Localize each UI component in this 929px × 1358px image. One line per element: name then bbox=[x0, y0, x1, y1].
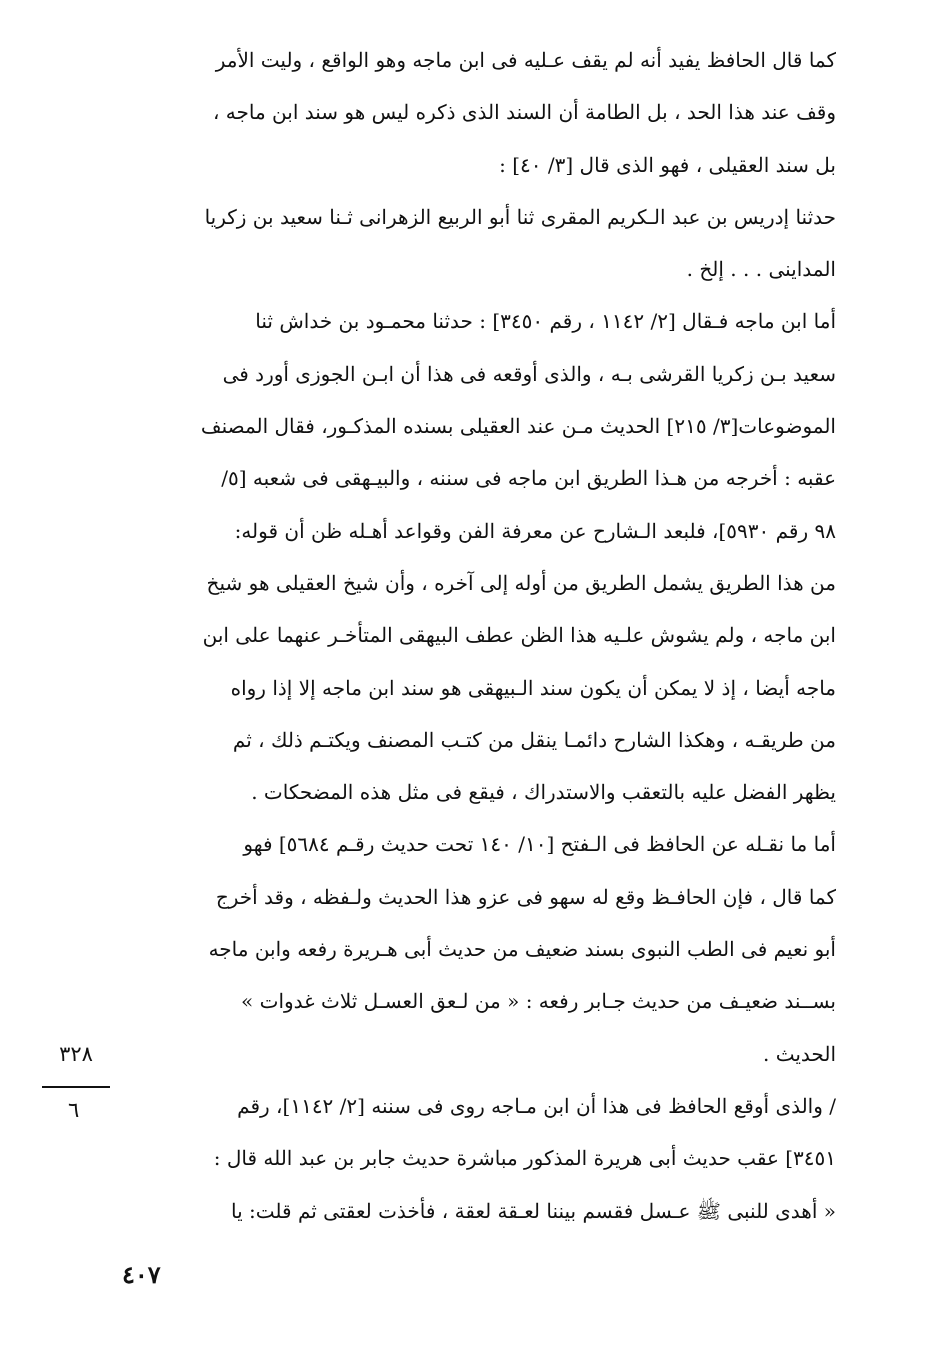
text-line: أما ما نقـله عن الحافظ فى الـفتح [١٠/ ١٤٠ تحت حديث رقـم ٥٦٨٤] فهو bbox=[243, 832, 836, 857]
text-line: ٣٤٥١] عقب حديث أبى هريرة المذكور مباشرة حديث جابر بن عبد الله قال : bbox=[213, 1146, 836, 1171]
text-line: بل سند العقيلى ، فهو الذى قال [٣/ ٤٠] : bbox=[499, 152, 836, 177]
margin-volume-page: ٣٢٨ bbox=[59, 1042, 93, 1066]
text-line: حدثنا إدريس بن عبد الـكريم المقرى ثنا أبو الربيع الزهرانى ثـنا سعيد بن زكريا bbox=[204, 204, 836, 229]
text-line: الموضوعات[٣/ ٢١٥] الحديث مـن عند العقيلى بسنده المذكـور، فقال المصنف bbox=[200, 414, 836, 439]
text-line: كما قال ، فإن الحافـظ وقع له سهو فى عزو هذا الحديث ولـفظه ، وقد أخرج bbox=[215, 884, 836, 909]
text-line: كما قال الحافظ يفيد أنه لم يقف عـليه فى ابن ماجه وهو الواقع ، وليت الأمر bbox=[215, 48, 836, 72]
text-line: / والذى أوقع الحافظ فى هذا أن ابن مـاجه روى فى سننه [٢/ ١١٤٢]، رقم bbox=[237, 1093, 836, 1118]
text-line: بســند ضعيـف من حديث جـابر رفعه : « من لـعق العسـل ثلاث غدوات » bbox=[241, 989, 836, 1014]
text-line: الحديث . bbox=[763, 1041, 836, 1066]
margin-part-number: ٦ bbox=[68, 1098, 80, 1122]
text-line: ٩٨ رقم ٥٩٣٠]، فلبعد الـشارح عن معرفة الفن وقواعد أهـله ظن أن قوله: bbox=[234, 518, 836, 543]
text-line: سعيد بـن زكريا القرشى بـه ، والذى أوقعه فى هذا أن ابـن الجوزى أورد فى bbox=[222, 361, 836, 386]
text-line: وقف عند هذا الحد ، بل الطامة أن السند الذى ذكره ليس هو سند ابن ماجه ، bbox=[212, 100, 836, 125]
text-line: ماجه أيضا ، إذ لا يمكن أن يكون سند الـبيهقى هو سند ابن ماجه إلا إذا رواه bbox=[230, 675, 836, 700]
text-line: من طريقـه ، وهكذا الشارح دائمـا ينقل من كتـب المصنف ويكتـم ذلك ، ثم bbox=[232, 727, 836, 752]
text-line: يظهر الفضل عليه بالتعقب والاستدراك ، فيقع فى مثل هذه المضحكات . bbox=[251, 780, 836, 805]
body-text bbox=[118, 34, 836, 1237]
text-line: ابن ماجه ، ولم يشوش علـيه هذا الظن عطف البيهقى المتأخـر عنهما على ابن bbox=[202, 623, 836, 648]
page-number: ٤٠٧ bbox=[122, 1260, 161, 1289]
text-line: « أهدى للنبى ﷺ عـسل فقسم بيننا لعـقة لعقة ، فأخذت لعقتى ثم قلت: يا bbox=[231, 1198, 836, 1223]
text-line: من هذا الطريق يشمل الطريق من أوله إلى آخره ، وأن شيخ العقيلى هو شيخ bbox=[206, 570, 836, 595]
text-line: أبو نعيم فى الطب النبوى بسند ضعيف من حديث أبى هـريرة رفعه وابن ماجه bbox=[208, 937, 836, 962]
margin-page-reference bbox=[40, 1040, 112, 1124]
text-line: المداينى . . . إلخ . bbox=[686, 257, 836, 282]
margin-divider bbox=[42, 1086, 110, 1088]
text-line: أما ابن ماجه فـقال [٢/ ١١٤٢ ، رقم ٣٤٥٠] : حدثنا محمـود بن خداش ثنا bbox=[255, 309, 836, 334]
text-line: عقبه : أخرجه من هـذا الطريق ابن ماجه فى سننه ، والبيـهقى فى شعبه [٥/ bbox=[221, 466, 836, 491]
